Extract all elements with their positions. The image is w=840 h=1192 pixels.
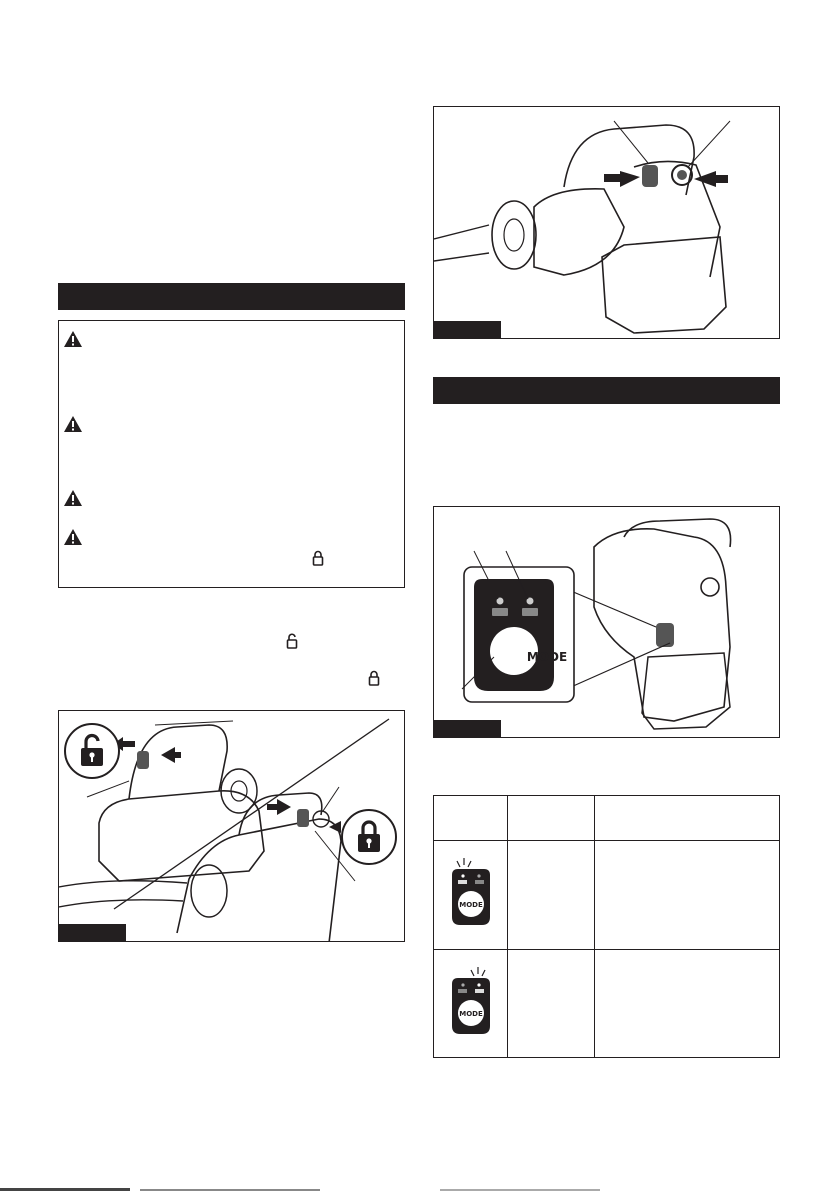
figure-mode-button bbox=[433, 506, 780, 738]
figure-lock-unlock bbox=[58, 710, 405, 942]
lock-open-icon bbox=[286, 633, 298, 649]
table-row bbox=[434, 949, 780, 1057]
figure-tag bbox=[59, 924, 126, 941]
tool-illustration-mode bbox=[434, 507, 780, 738]
lock-open-icon bbox=[79, 733, 105, 767]
figure-tag bbox=[434, 720, 501, 737]
table-cell bbox=[508, 841, 595, 949]
mode-icon-label: MODE bbox=[458, 901, 483, 910]
lock-closed-icon bbox=[368, 670, 380, 686]
table-header-row bbox=[434, 796, 780, 841]
table-cell bbox=[595, 949, 780, 1057]
tool-illustration-lock bbox=[59, 711, 405, 942]
section-header-bar-left bbox=[58, 283, 405, 310]
footer-scan-artifact bbox=[0, 1186, 840, 1192]
mode-icon-label: MODE bbox=[458, 1009, 483, 1018]
table-row bbox=[434, 841, 780, 949]
table-cell-icon bbox=[434, 841, 508, 949]
warning-triangle-icon bbox=[64, 490, 82, 506]
mode-button-label: MODE bbox=[526, 650, 568, 664]
table-cell-icon bbox=[434, 949, 508, 1057]
warning-triangle-icon bbox=[64, 331, 82, 347]
mode-panel-left-lit-icon bbox=[449, 857, 493, 927]
lock-closed-icon bbox=[312, 550, 324, 566]
figure-tag bbox=[434, 321, 501, 338]
tool-illustration-switch bbox=[434, 107, 780, 339]
warning-box bbox=[58, 320, 405, 588]
table-header-cell bbox=[595, 796, 780, 841]
lock-closed-icon bbox=[356, 819, 382, 853]
table-header-cell bbox=[508, 796, 595, 841]
mode-panel-right-lit-icon bbox=[449, 966, 493, 1036]
warning-triangle-icon bbox=[64, 416, 82, 432]
table-cell bbox=[508, 949, 595, 1057]
mode-lamp-table bbox=[433, 795, 780, 1058]
section-header-bar-right bbox=[433, 377, 780, 404]
table-cell bbox=[595, 841, 780, 949]
warning-triangle-icon bbox=[64, 529, 82, 545]
table-header-cell bbox=[434, 796, 508, 841]
figure-switch-action bbox=[433, 106, 780, 339]
